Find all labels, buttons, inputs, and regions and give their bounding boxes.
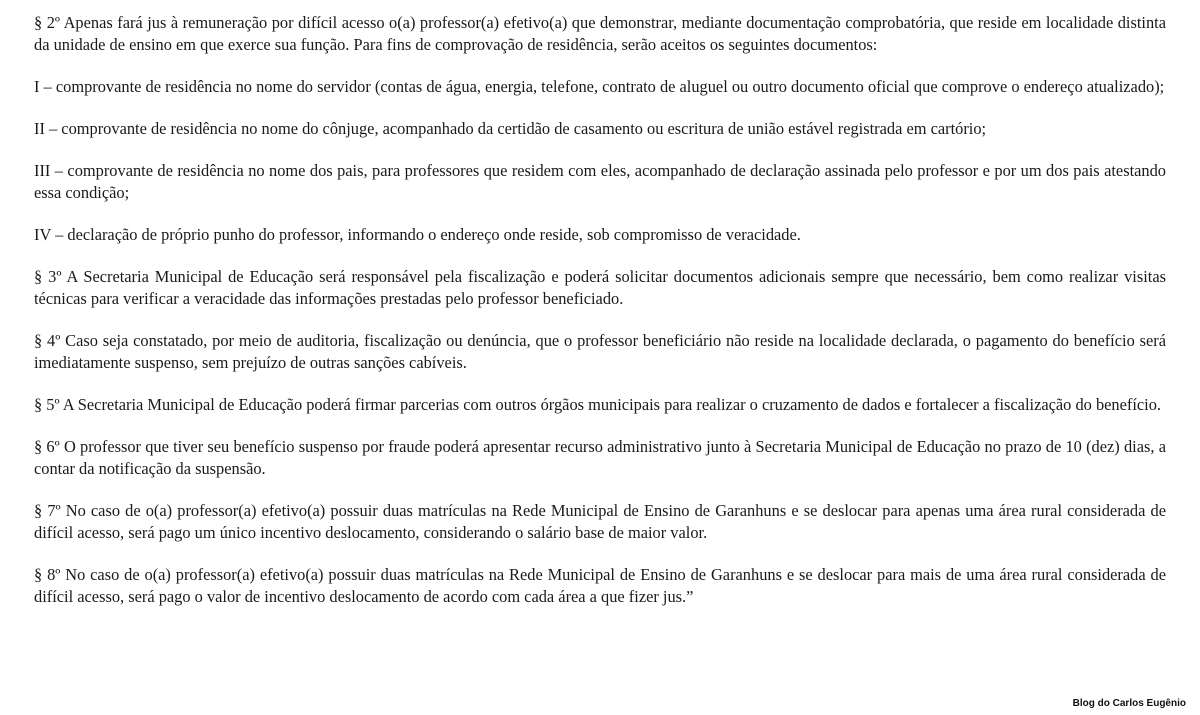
item-ii: II – comprovante de residência no nome do cônjuge, acompanhado da certidão de casamento ou escritura de união estável registrada em cartório; xyxy=(34,119,987,138)
blog-watermark: Blog do Carlos Eugênio xyxy=(1072,698,1186,709)
item-i: I – comprovante de residência no nome do servidor (contas de água, energia, telefone, contrato de aluguel ou outro documento oficial que comprove o endereço atualizado); xyxy=(34,77,1165,96)
paragraph-3: § 3º A Secretaria Municipal de Educação será responsável pela fiscalização e poderá solicitar documentos adicionais sempre que necessário, bem como realizar visitas técnicas para verificar a veracidade das informações prestadas pelo professor beneficiado. xyxy=(34,267,1166,308)
item-iii: III – comprovante de residência no nome dos pais, para professores que residem com eles, acompanhado de declaração assinada pelo professor e por um dos pais atestando essa condição; xyxy=(34,161,1166,202)
item-iv: IV – declaração de próprio punho do professor, informando o endereço onde reside, sob compromisso de veracidade. xyxy=(34,225,801,244)
paragraph-7: § 7º No caso de o(a) professor(a) efetivo(a) possuir duas matrículas na Rede Municipal de Ensino de Garanhuns e se deslocar para apenas uma área rural considerada de difícil acesso, será pago um único incentivo deslocamento, considerando o salário base de maior valor. xyxy=(34,501,1166,542)
paragraph-6: § 6º O professor que tiver seu benefício suspenso por fraude poderá apresentar recurso administrativo junto à Secretaria Municipal de Educação no prazo de 10 (dez) dias, a contar da notificação da suspensão. xyxy=(34,437,1166,478)
paragraph-4: § 4º Caso seja constatado, por meio de auditoria, fiscalização ou denúncia, que o professor beneficiário não reside na localidade declarada, o pagamento do benefício será imediatamente suspenso, sem prejuízo de outras sanções cabíveis. xyxy=(34,331,1166,372)
paragraph-2: § 2º Apenas fará jus à remuneração por difícil acesso o(a) professor(a) efetivo(a) que demonstrar, mediante documentação comprobatória, que reside em localidade distinta da unidade de ensino em que exerce sua função. Para fins de comprovação de residência, serão aceitos os seguintes documentos: xyxy=(34,13,1166,54)
document-body xyxy=(34,12,1166,628)
paragraph-8: § 8º No caso de o(a) professor(a) efetivo(a) possuir duas matrículas na Rede Municipal de Ensino de Garanhuns e se deslocar para mais de uma área rural considerada de difícil acesso, será pago o valor de incentivo deslocamento de acordo com cada área a que fizer jus.” xyxy=(34,565,1166,606)
paragraph-5: § 5º A Secretaria Municipal de Educação poderá firmar parcerias com outros órgãos municipais para realizar o cruzamento de dados e fortalecer a fiscalização do benefício. xyxy=(34,395,1162,414)
